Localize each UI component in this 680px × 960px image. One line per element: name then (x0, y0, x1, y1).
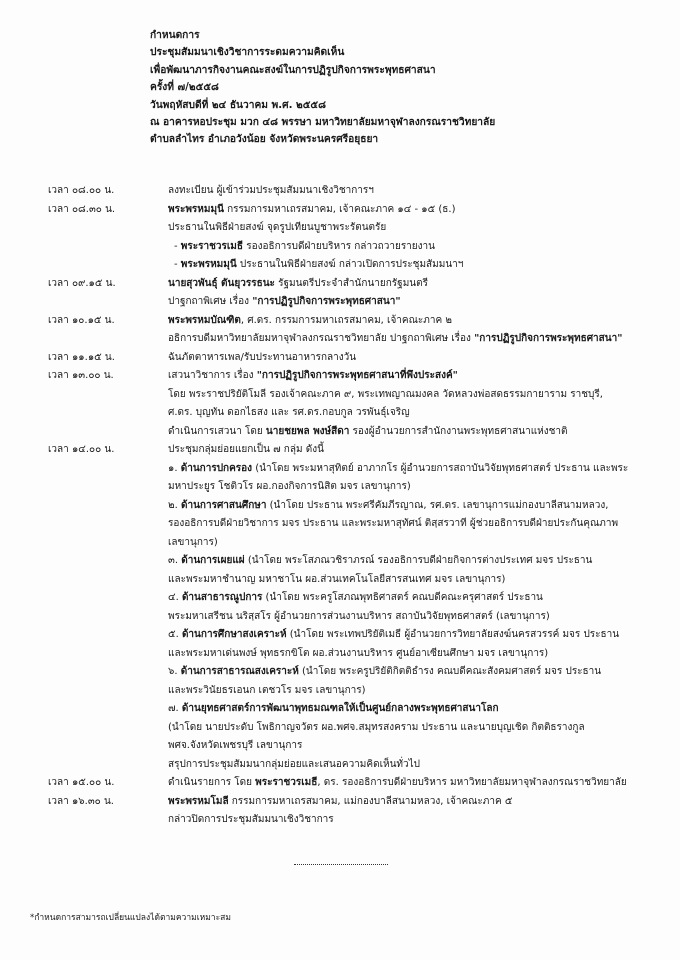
event-location: ตำบลลำไทร อำเภอวังน้อย จังหวัดพระนครศรีอยุธยา (150, 134, 379, 146)
schedule-line (168, 330, 668, 349)
schedule-row (48, 201, 668, 275)
schedule-line (168, 182, 668, 201)
detail-text: และพระมหาเด่นพงษ์ พุทธรกขิโต ผอ.ส่วนงานบริหาร ศูนย์อาเซียนศึกษา มจร เลขานุการ) (168, 647, 549, 659)
detail-text: โดย พระราชปริยัติโมลี รองเจ้าคณะภาค ๙, พระเทพญาณมงคล วัดหลวงพ่อสดธรรมกายาราม ราชบุรี, (168, 388, 603, 400)
event-name: ประชุมสัมมนาเชิงวิชาการระดมความคิดเห็น (150, 47, 345, 59)
document-header (150, 27, 550, 149)
detail-text: (นำโดย พระเทพปริยัติเมธี ผู้อำนวยการวิทยาลัยสงฆ์นครสวรรค์ มจร ประธาน (286, 629, 620, 640)
footnote: *กำหนดการสามารถเปลี่ยนแปลงได้ตามความเหมาะสม (30, 913, 231, 923)
schedule-row (48, 441, 668, 774)
detail-text: และพระวินัยธรเอนก เตชวโร มจร เลขานุการ) (168, 684, 366, 696)
schedule-details (168, 793, 668, 830)
detail-text: รองอธิการบดีฝ่ายวิชาการ มจร ประธาน และพระมหาสุทัศน์ ติสฺสรวาที ผู้ช่วยอธิการบดีฝ่ายประกันคุณภาพ (168, 518, 619, 529)
detail-text: สรุปการประชุมสัมมนากลุ่มย่อยและเสนอความคิดเห็นทั่วไป (168, 758, 421, 770)
schedule-line (168, 423, 668, 442)
detail-text: กรรมการมหาเถรสมาคม, แม่กองบาลีสนามหลวง, เจ้าคณะภาค ๕ (228, 795, 513, 807)
detail-text: มหาประยูร โชติวโร ผอ.กองกิจการนิสิต มจร เลขานุการ) (168, 481, 411, 492)
schedule-line (168, 312, 668, 331)
event-purpose: เพื่อพัฒนาภารกิจงานคณะสงฆ์ในการปฏิรูปกิจการพระพุทธศาสนา (150, 64, 436, 76)
schedule-time: เวลา ๑๓.๐๐ น. (48, 370, 114, 381)
schedule-time: เวลา ๑๑.๑๕ น. (48, 351, 115, 363)
schedule-line (168, 645, 668, 664)
schedule-line (168, 552, 668, 571)
detail-text: เลขานุการ) (168, 536, 218, 548)
emphasized-text: พระพรหมโมลี (168, 795, 229, 807)
schedule-line (168, 756, 668, 775)
schedule-row (48, 793, 668, 830)
end-separator (294, 864, 388, 865)
detail-text: ๔. (168, 592, 182, 603)
schedule-details (168, 774, 668, 793)
schedule-line (168, 626, 668, 645)
schedule-row (48, 312, 668, 349)
detail-text: ๕. (168, 629, 182, 640)
schedule-line (168, 793, 668, 812)
schedule-line (168, 515, 668, 534)
detail-text: , ดร. รองอธิการบดีฝ่ายบริหาร มหาวิทยาลัยมหาจุฬาลงกรณราชวิทยาลัย (317, 777, 627, 788)
schedule-line (168, 478, 668, 497)
emphasized-text: ด้านการเผยแผ่ (181, 555, 245, 566)
schedule-line (168, 275, 668, 294)
schedule-row (48, 367, 668, 441)
detail-text: - (174, 240, 181, 252)
schedule-line (168, 460, 668, 479)
schedule-time: เวลา ๑๔.๐๐ น. (48, 444, 115, 455)
schedule-row (48, 275, 668, 312)
detail-text: พระมหาเสรีชน นริสฺสโร ผู้อำนวยการส่วนงานบริหาร สถาบันวิจัยพุทธศาสตร์ (เลขานุการ) (168, 610, 550, 622)
emphasized-text: ด้านการศาสนศึกษา (180, 499, 267, 511)
doc-title: กำหนดการ (150, 30, 200, 41)
emphasized-text: ด้านการปกครอง (180, 462, 253, 474)
schedule-time: เวลา ๑๖.๓๐ น. (48, 795, 114, 807)
schedule-details (168, 312, 668, 349)
detail-text: ๖. (168, 666, 181, 677)
detail-text: เสวนาวิชาการ เรื่อง (168, 370, 257, 381)
detail-text: , ศ.ดร. กรรมการมหาเถรสมาคม, เจ้าคณะภาค ๒ (240, 314, 452, 326)
detail-text: รองผู้อำนวยการสำนักงานพระพุทธศาสนาแห่งชาติ (349, 425, 568, 437)
emphasized-text: พระราชวรเมธี (255, 777, 318, 788)
schedule-line (168, 719, 668, 738)
schedule-time: เวลา ๐๙.๑๕ น. (48, 277, 116, 289)
emphasized-text: พระพรหมบัณฑิต (168, 314, 241, 326)
schedule-row (48, 774, 668, 793)
schedule-time: เวลา ๐๘.๐๐ น. (48, 185, 115, 196)
schedule-time: เวลา ๑๐.๑๕ น. (48, 314, 115, 326)
emphasized-text: ด้านยุทธศาสตร์การพัฒนาพุทธมณฑลให้เป็นศูนย์กลางพระพุทธศาสนาโลก (181, 703, 499, 714)
emphasized-text: "การปฏิรูปกิจการพระพุทธศาสนา" (474, 333, 623, 344)
schedule-line (168, 238, 668, 257)
schedule-line (168, 349, 668, 368)
detail-text: ดำเนินการเสวนา โดย (168, 425, 266, 437)
schedule-line (168, 811, 668, 830)
detail-text: (นำโดย พระครูโสภณพุทธิศาสตร์ คณบดีคณะครุศาสตร์ ประธาน (262, 592, 543, 603)
detail-text: ๗. (168, 703, 182, 714)
detail-text: (นำโดย นายประดับ โพธิกาญจวัตร ผอ.พศจ.สมุทรสงคราม ประธาน และนายบุญเชิด กิตติธรางกูล (168, 721, 585, 733)
emphasized-text: นายชยพล พงษ์สีดา (265, 425, 350, 437)
detail-text: กรรมการมหาเถรสมาคม, เจ้าคณะภาค ๑๔ - ๑๕ (ธ.) (223, 203, 456, 215)
schedule-line (168, 367, 668, 386)
detail-text: ประชุมกลุ่มย่อยแยกเป็น ๗ กลุ่ม ดังนี้ (168, 444, 324, 455)
schedule-details (168, 441, 668, 774)
event-venue: ณ อาคารหอประชุม มวก ๔๘ พรรษา มหาวิทยาลัยมหาจุฬาลงกรณราชวิทยาลัย (150, 117, 496, 129)
detail-text: ประธานในพิธีฝ่ายสงฆ์ กล่าวเปิดการประชุมสัมมนาฯ (236, 259, 464, 270)
detail-text: รัฐมนตรีประจำสำนักนายกรัฐมนตรี (274, 277, 428, 289)
schedule-details (168, 367, 668, 441)
schedule-line (168, 663, 668, 682)
detail-text: ดำเนินรายการ โดย (168, 777, 256, 788)
schedule-time: เวลา ๑๕.๐๐ น. (48, 777, 115, 788)
schedule-line (168, 201, 668, 220)
schedule-line (168, 404, 668, 423)
detail-text: ๑. (168, 462, 181, 474)
schedule-line (168, 441, 668, 460)
schedule-line (168, 256, 668, 275)
detail-text: ๒. (168, 499, 181, 511)
schedule-line (168, 682, 668, 701)
schedule-time: เวลา ๐๘.๓๐ น. (48, 203, 116, 215)
detail-text: รองอธิการบดีฝ่ายบริหาร กล่าวถวายรายงาน (243, 240, 435, 252)
emphasized-text: ด้านสาธารณูปการ (181, 592, 263, 603)
detail-text: (นำโดย พระโสภณวชิราภรณ์ รองอธิการบดีฝ่ายกิจการต่างประเทศ มจร ประธาน (244, 555, 593, 566)
schedule-details (168, 201, 668, 275)
schedule-details (168, 349, 668, 368)
schedule-line (168, 700, 668, 719)
emphasized-text: "การปฏิรูปกิจการพระพุทธศาสนา" (252, 296, 401, 307)
schedule-details (168, 275, 668, 312)
schedule-line (168, 774, 668, 793)
detail-text: พศจ.จังหวัดเพชรบุรี เลขานุการ (168, 740, 303, 751)
emphasized-text: นายสุวพันธุ์ ตันยุวรรธนะ (168, 277, 275, 289)
detail-text: (นำโดย พระครูปริยัติกิตติธำรง คณบดีคณะสังคมศาสตร์ มจร ประธาน (298, 666, 602, 677)
detail-text: ฉันภัตตาหารเพล/รับประทานอาหารกลางวัน (168, 351, 357, 363)
detail-text: ๓. (168, 555, 182, 566)
schedule-line (168, 497, 668, 516)
emphasized-text: "การปฏิรูปกิจการพระพุทธศาสนาที่พึงประสงค์" (256, 370, 458, 381)
schedule-table (48, 182, 668, 830)
schedule-line (168, 571, 668, 590)
session-number: ครั้งที่ ๗/๒๕๕๘ (150, 82, 219, 94)
emphasized-text: พระราชวรเมธี (180, 240, 244, 252)
detail-text: (นำโดย ประธาน พระศรีคัมภีรญาณ, รศ.ดร. เลขานุการแม่กองบาลีสนามหลวง, (266, 499, 609, 511)
detail-text: (นำโดย พระมหาสุทิตย์ อาภากโร ผู้อำนวยการสถาบันวิจัยพุทธศาสตร์ ประธาน และพระ (252, 462, 629, 474)
detail-text: กล่าวปิดการประชุมสัมมนาเชิงวิชาการ (168, 814, 334, 825)
schedule-row (48, 182, 668, 201)
detail-text: ปาฐกถาพิเศษ เรื่อง (168, 296, 253, 307)
schedule-line (168, 219, 668, 238)
emphasized-text: ด้านการสาธารณสงเคราะห์ (180, 666, 299, 677)
schedule-line (168, 589, 668, 608)
detail-text: อธิการบดีมหาวิทยาลัยมหาจุฬาลงกรณราชวิทยาลัย ปาฐกถาพิเศษ เรื่อง (168, 333, 475, 344)
emphasized-text: ด้านการศึกษาสงเคราะห์ (181, 629, 287, 640)
schedule-row (48, 349, 668, 368)
detail-text: - (174, 259, 181, 270)
emphasized-text: พระพรหมมุนี (168, 203, 224, 215)
schedule-line (168, 737, 668, 756)
schedule-line (168, 293, 668, 312)
detail-text: ลงทะเบียน ผู้เข้าร่วมประชุมสัมมนาเชิงวิชาการฯ (168, 185, 374, 196)
detail-text: ศ.ดร. บุญทัน ดอกไธสง และ รศ.ดร.กอบกูล วรพันธุ์เจริญ (168, 407, 410, 418)
event-date: วันพฤหัสบดีที่ ๒๔ ธันวาคม พ.ศ. ๒๕๕๘ (150, 99, 326, 111)
detail-text: และพระมหาชำนาญ มหาชาโน ผอ.ส่วนเทคโนโลยีสารสนเทศ มจร เลขานุการ) (168, 573, 506, 585)
schedule-line (168, 608, 668, 627)
schedule-line (168, 534, 668, 553)
schedule-details (168, 182, 668, 201)
emphasized-text: พระพรหมมุนี (180, 259, 237, 270)
schedule-line (168, 386, 668, 405)
detail-text: ประธานในพิธีฝ่ายสงฆ์ จุดรูปเทียนบูชาพระรัตนตรัย (168, 222, 387, 233)
